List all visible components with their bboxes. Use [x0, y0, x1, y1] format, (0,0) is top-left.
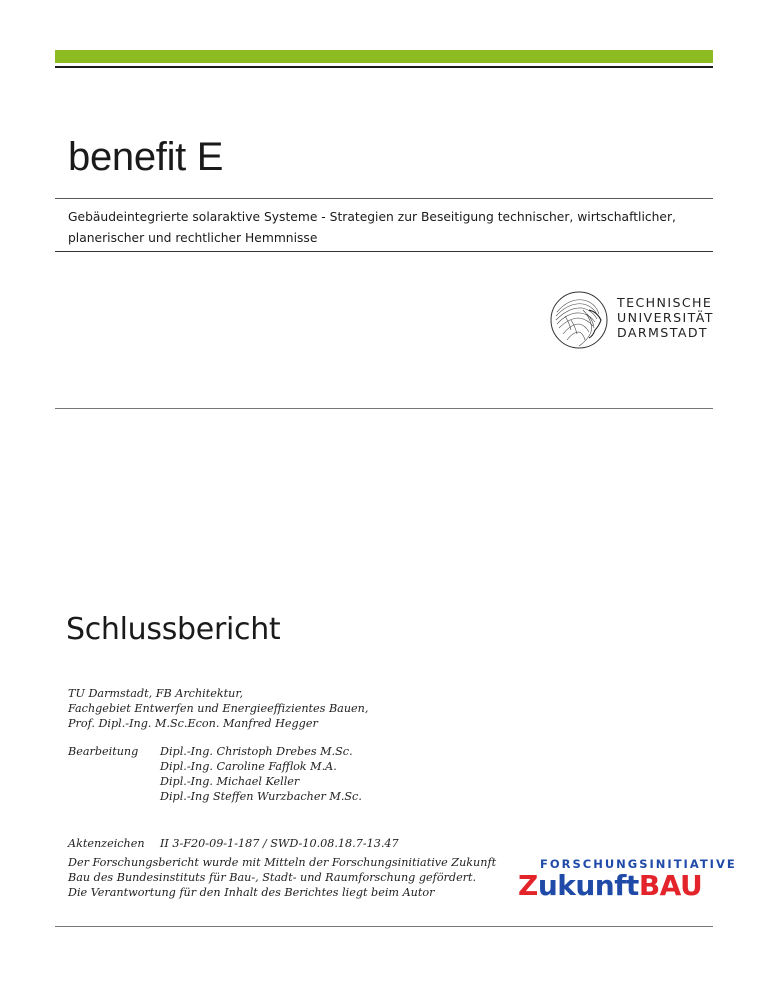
report-title: Schlussbericht: [66, 612, 281, 647]
university-name-line: TECHNISCHE: [617, 295, 713, 310]
university-name-line: UNIVERSITÄT: [617, 310, 714, 325]
subtitle-line: planerischer und rechtlicher Hemmnisse: [68, 231, 318, 245]
reference-number: II 3-F20-09-1-187 / SWD-10.08.18.7-13.47: [160, 837, 399, 850]
zukunft-bau-bau: BAU: [638, 869, 703, 902]
university-name-line: DARMSTADT: [617, 325, 709, 340]
funding-notice: [68, 855, 496, 900]
zukunft-bau-logo: [518, 857, 737, 903]
zukunft-bau-ukunft: ukunft: [537, 869, 639, 902]
accent-bar: [55, 50, 713, 63]
subtitle-line: Gebäudeintegrierte solaraktive Systeme - Strategien zur Beseitigung technischer, wirtschaftlicher,: [68, 210, 676, 224]
staff-name: Dipl.-Ing. Christoph Drebes M.Sc.: [160, 745, 353, 758]
top-rule: [55, 66, 713, 68]
divider: [55, 926, 713, 927]
institution-line: TU Darmstadt, FB Architektur,: [68, 687, 244, 700]
zukunft-bau-z: Z: [518, 869, 538, 902]
page-title: benefit E: [68, 135, 224, 179]
staff-name: Dipl.-Ing. Michael Keller: [160, 775, 300, 788]
zukunft-bau-wordmark: [518, 869, 702, 903]
staff-label: Bearbeitung: [68, 745, 139, 758]
staff-name: Dipl.-Ing. Caroline Fafflok M.A.: [160, 760, 337, 773]
staff-name: Dipl.-Ing Steffen Wurzbacher M.Sc.: [160, 790, 362, 803]
institution-block: [68, 686, 368, 731]
divider: [55, 408, 713, 409]
tu-darmstadt-logo: [549, 290, 719, 354]
divider: [55, 198, 713, 199]
funding-line: Die Verantwortung für den Inhalt des Berichtes liegt beim Autor: [68, 886, 435, 899]
reference-label: Aktenzeichen: [68, 837, 145, 850]
university-name: [617, 295, 714, 340]
divider: [55, 251, 713, 252]
institution-line: Fachgebiet Entwerfen und Energieeffizientes Bauen,: [68, 702, 369, 715]
staff-names: [160, 744, 362, 804]
funding-line: Bau des Bundesinstituts für Bau-, Stadt- und Raumforschung gefördert.: [68, 871, 477, 884]
athena-seal-icon: [549, 290, 609, 350]
funding-line: Der Forschungsbericht wurde mit Mitteln der Forschungsinitiative Zukunft: [68, 856, 497, 869]
zukunft-bau-tagline: FORSCHUNGSINITIATIVE: [540, 857, 737, 871]
project-subtitle: [68, 207, 708, 249]
institution-line: Prof. Dipl.-Ing. M.Sc.Econ. Manfred Hegger: [68, 717, 318, 730]
